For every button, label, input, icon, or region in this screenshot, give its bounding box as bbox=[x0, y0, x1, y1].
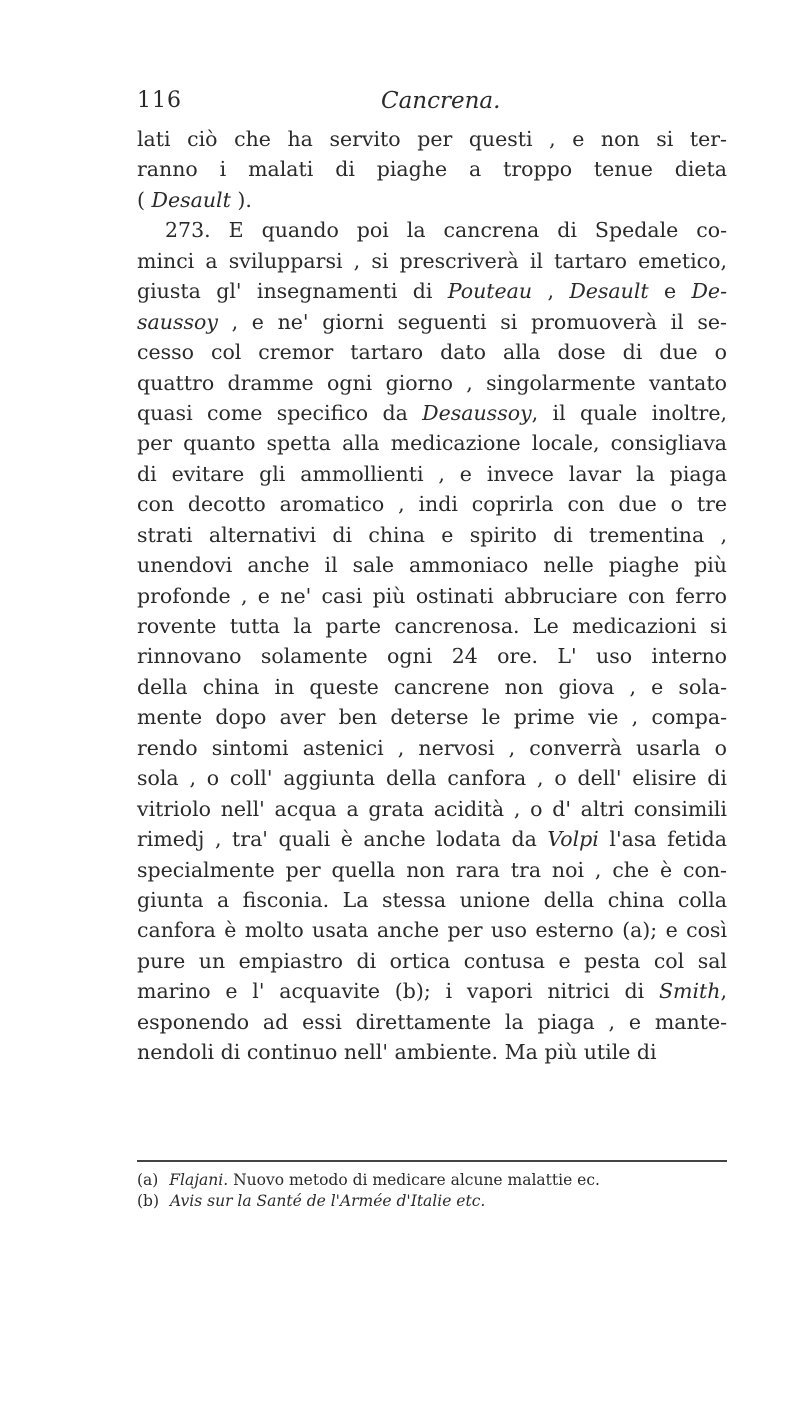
text-line: rovente tutta la parte cancrenosa. Le medicazioni si bbox=[137, 614, 727, 638]
text-line: della china in queste cancrene non giova , e sola- bbox=[137, 674, 727, 699]
text-line: lati ciò che ha servito per questi , e non si ter- bbox=[137, 127, 727, 151]
text-line: con decotto aromatico , indi coprirla con due o tre bbox=[137, 492, 727, 517]
text-line: giunta a fisconia. La stessa unione della china colla bbox=[137, 887, 727, 912]
text-line: sola , o coll' aggiunta della canfora , o dell' elisire di bbox=[137, 766, 727, 791]
italic-text: Desaussoy bbox=[422, 400, 532, 425]
footnote-author: Flajani. bbox=[169, 1171, 229, 1189]
italic-text: Pouteau bbox=[447, 279, 533, 304]
italic-text: saussoy bbox=[137, 309, 218, 334]
footnote-mark: (a) bbox=[137, 1171, 159, 1189]
text-line: specialmente per quella non rara tra noi , che è con- bbox=[137, 857, 727, 882]
italic-text: Smith bbox=[658, 979, 721, 1004]
text-line: strati alternativi di china e spirito di trementina , bbox=[137, 522, 727, 547]
text-line: quattro dramme ogni giorno , singolarmente vantato bbox=[137, 370, 727, 395]
text-line: profonde , e ne' casi più ostinati abbruciare con ferro bbox=[137, 583, 727, 608]
text-line: esponendo ad essi direttamente la piaga , e mante- bbox=[137, 1009, 727, 1034]
text-line: mente dopo aver ben deterse le prime vie , compa- bbox=[137, 705, 727, 730]
page-header bbox=[137, 88, 737, 128]
running-head: Cancrena. bbox=[381, 88, 501, 114]
text-line: nendoli di continuo nell' ambiente. Ma più utile di bbox=[137, 1040, 657, 1065]
footnotes bbox=[137, 1170, 727, 1212]
footnote-rule bbox=[137, 1160, 727, 1162]
text-line: canfora è molto usata anche per uso esterno (a); e così bbox=[137, 918, 727, 943]
text-line: rimedj , tra' quali è anche lodata da Volpi l'asa fetida bbox=[137, 827, 727, 852]
italic-text: Desault bbox=[569, 279, 649, 304]
italic-text: Desault bbox=[151, 187, 231, 212]
text-line: pure un empiastro di ortica contusa e pesta col sal bbox=[137, 948, 727, 973]
body-text bbox=[137, 124, 727, 1068]
footnote-a bbox=[137, 1170, 727, 1191]
text-line: di evitare gli ammollienti , e invece lavar la piaga bbox=[137, 461, 727, 486]
text-line: rendo sintomi astenici , nervosi , converrà usarla o bbox=[137, 735, 727, 760]
footnote-mark: (b) bbox=[137, 1192, 160, 1210]
text-line: per quanto spetta alla medicazione locale, consigliava bbox=[137, 431, 727, 456]
text-line: unendovi anche il sale ammoniaco nelle piaghe più bbox=[137, 553, 727, 578]
text-line: vitriolo nell' acqua a grata acidità , o d' altri consimili bbox=[137, 796, 727, 821]
text-line: quasi come specifico da Desaussoy, il quale inoltre, bbox=[137, 400, 727, 425]
text-line: rinnovano solamente ogni 24 ore. L' uso interno bbox=[137, 644, 727, 669]
text-line: cesso col cremor tartaro dato alla dose di due o bbox=[137, 340, 727, 365]
text-line: minci a svilupparsi , si prescriverà il tartaro emetico, bbox=[137, 248, 727, 273]
text-line: giusta gl' insegnamenti di Pouteau , Desault e De- bbox=[137, 279, 727, 304]
text-line: saussoy , e ne' giorni seguenti si promuoverà il se- bbox=[137, 309, 727, 334]
text-line: marino e l' acquavite (b); i vapori nitrici di Smith, bbox=[137, 979, 727, 1004]
footnote-b bbox=[137, 1191, 727, 1212]
italic-text: De- bbox=[691, 279, 727, 304]
text-line: ( Desault ). bbox=[137, 187, 252, 212]
text-line: 273. E quando poi la cancrena di Spedale co- bbox=[165, 218, 727, 243]
text-line: ranno i malati di piaghe a troppo tenue dieta bbox=[137, 157, 727, 182]
italic-text: Volpi bbox=[547, 827, 599, 852]
page-number: 116 bbox=[137, 88, 182, 113]
footnote-text: Nuovo metodo di medicare alcune malattie ec. bbox=[233, 1171, 600, 1189]
footnote-text: Avis sur la Santé de l'Armée d'Italie etc. bbox=[169, 1192, 486, 1210]
